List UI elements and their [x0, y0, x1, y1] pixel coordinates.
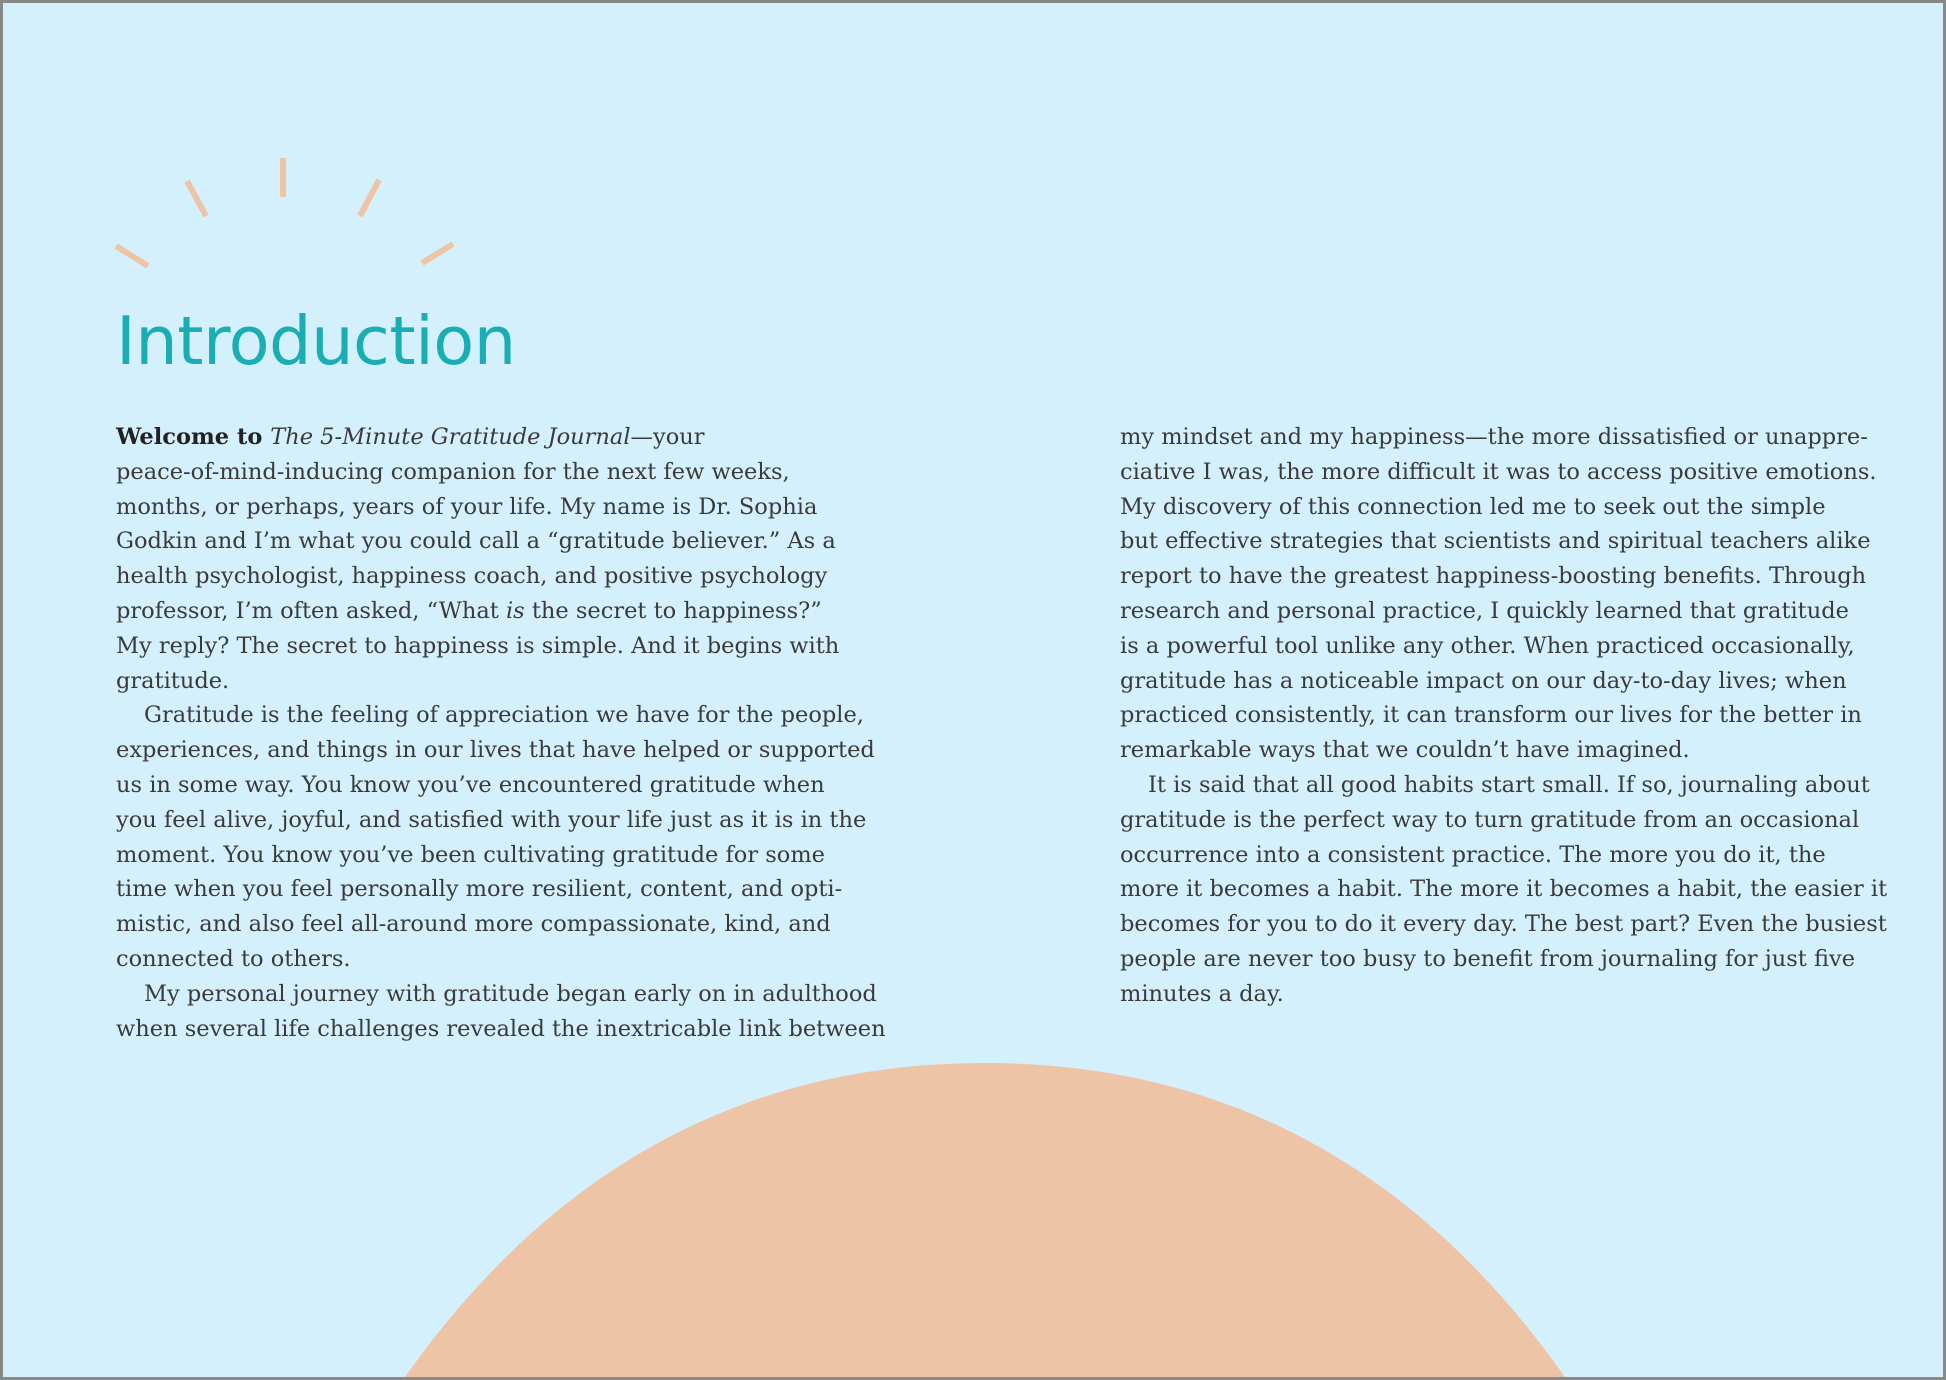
text-segment: The 5-Minute Gratitude Journal [270, 424, 631, 450]
text-segment: months, or perhaps, years of your life. My name is Dr. Sophia [116, 493, 818, 520]
text-segment: practiced consistently, it can transform our lives for the better in [1120, 702, 1862, 729]
journal-page-spread [3, 3, 1943, 1377]
text-segment: when several life challenges revealed the inextricable link between [116, 1015, 886, 1042]
page-title: Introduction [116, 302, 516, 380]
text-segment: becomes for you to do it every day. The best part? Even the busiest [1120, 911, 1887, 938]
text-segment: report to have the greatest happiness-boosting benefits. Through [1120, 563, 1867, 590]
text-segment: occurrence into a consistent practice. The more you do it, the [1120, 841, 1826, 868]
text-segment: gratitude has a noticeable impact on our day-to-day lives; when [1120, 667, 1847, 694]
text-segment: remarkable ways that we couldn’t have imagined. [1120, 737, 1690, 764]
text-segment: My discovery of this connection led me to seek out the simple [1120, 493, 1826, 520]
text-segment: people are never too busy to benefit from journaling for just five [1120, 945, 1856, 972]
text-segment: experiences, and things in our lives that have helped or supported [116, 737, 875, 764]
text-segment: research and personal practice, I quickly learned that gratitude [1120, 597, 1849, 624]
text-segment: moment. You know you’ve been cultivating gratitude for some [116, 841, 825, 868]
text-segment: My reply? The secret to happiness is simple. And it begins with [116, 632, 840, 659]
rising-sun-shape [405, 1063, 1565, 1377]
text-segment: Gratitude is the feeling of appreciation we have for the people, [144, 702, 864, 729]
text-segment: minutes a day. [1120, 980, 1284, 1007]
text-segment: Godkin and I’m what you could call a “gratitude believer.” As a [116, 528, 836, 555]
text-segment: is [505, 597, 525, 624]
text-segment: peace-of-mind-inducing companion for the next few weeks, [116, 458, 790, 485]
text-segment: My personal journey with gratitude began early on in adulthood [144, 980, 877, 1007]
text-segment: connected to others. [116, 945, 351, 972]
text-segment: us in some way. You know you’ve encountered gratitude when [116, 771, 825, 798]
text-segment: gratitude is the perfect way to turn gratitude from an occasional [1120, 806, 1860, 833]
text-segment: gratitude. [116, 667, 230, 694]
text-segment: It is said that all good habits start small. If so, journaling about [1148, 771, 1870, 798]
text-segment: more it becomes a habit. The more it becomes a habit, the easier it [1120, 876, 1888, 903]
text-segment: time when you feel personally more resilient, content, and opti- [116, 876, 843, 903]
text-segment: Welcome to [116, 424, 271, 450]
text-segment: ciative I was, the more difficult it was to access positive emotions. [1120, 458, 1877, 485]
text-segment: mistic, and also feel all-around more compassionate, kind, and [116, 911, 831, 938]
text-segment: is a powerful tool unlike any other. When practiced occasionally, [1120, 632, 1855, 659]
text-segment: my mindset and my happiness—the more dissatisfied or unappre- [1120, 424, 1868, 450]
text-segment: but effective strategies that scientists and spiritual teachers alike [1120, 528, 1871, 555]
rising-sun-decoration [3, 3, 1943, 1377]
text-segment: the secret to happiness?” [524, 597, 822, 624]
text-segment: health psychologist, happiness coach, and positive psychology [116, 563, 828, 590]
text-segment: you feel alive, joyful, and satisfied with your life just as it is in the [116, 806, 867, 833]
text-segment: professor, I’m often asked, “What [116, 597, 506, 624]
text-segment: —your [630, 424, 705, 450]
